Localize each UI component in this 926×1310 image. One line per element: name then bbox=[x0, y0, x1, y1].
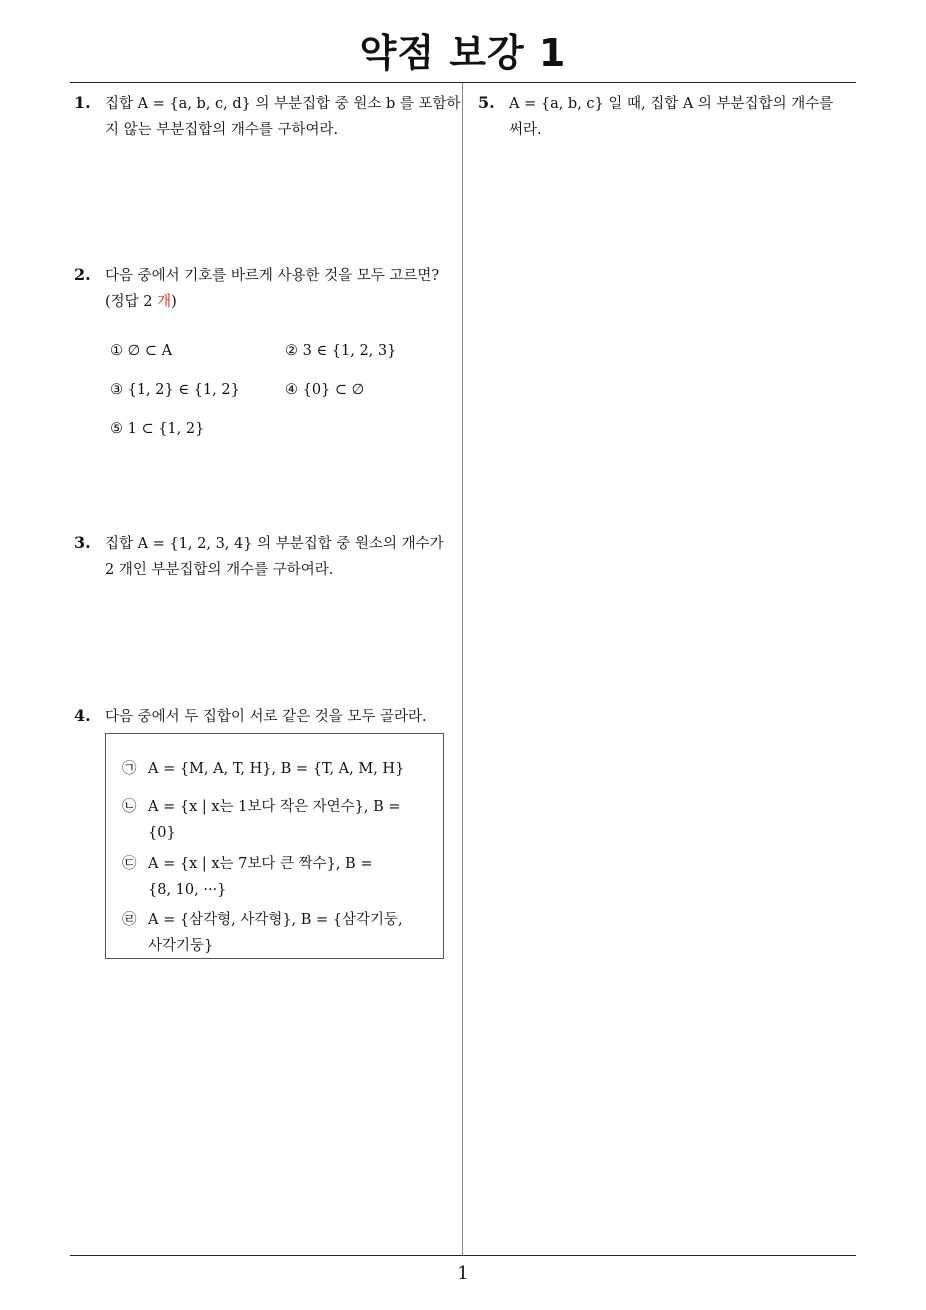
option-text-continued: {0} bbox=[148, 825, 176, 841]
question-2-choice-4: ④ {0} ⊂ ∅ bbox=[285, 382, 365, 398]
question-2-answer-suffix: ) bbox=[171, 294, 177, 310]
page-number: 1 bbox=[457, 1263, 469, 1284]
page-title: 약점 보강 1 bbox=[359, 31, 567, 75]
top-rule bbox=[70, 82, 856, 83]
question-2-choice-3: ③ {1, 2} ∈ {1, 2} bbox=[110, 382, 240, 398]
option-text: A = {x | x는 7보다 큰 짝수}, B = bbox=[148, 856, 373, 872]
question-4-number: 4. bbox=[74, 706, 91, 725]
option-text: A = {삼각형, 사각형}, B = {삼각기둥, bbox=[148, 912, 403, 928]
question-3-number: 3. bbox=[74, 533, 91, 552]
option-text: A = {M, A, T, H}, B = {T, A, M, H} bbox=[148, 761, 405, 777]
question-2-line-1: 다음 중에서 기호를 바르게 사용한 것을 모두 고르면? bbox=[105, 268, 440, 284]
option-marker: ㉣ bbox=[122, 912, 137, 928]
question-5-line-1: A = {a, b, c} 일 때, 집합 A 의 부분집합의 개수를 bbox=[509, 96, 834, 112]
question-3-line-2: 2 개인 부분집합의 개수를 구하여라. bbox=[105, 562, 334, 578]
question-5-number: 5. bbox=[478, 93, 495, 112]
option-text-continued: {8, 10, ···} bbox=[148, 882, 227, 898]
question-1-number: 1. bbox=[74, 93, 91, 112]
option-text-continued: 사각기둥} bbox=[148, 938, 214, 954]
question-4-line-1: 다음 중에서 두 집합이 서로 같은 것을 모두 골라라. bbox=[105, 709, 427, 725]
question-5-line-2: 써라. bbox=[509, 122, 542, 138]
question-2-choice-2: ② 3 ∈ {1, 2, 3} bbox=[285, 343, 397, 359]
question-1-line-2: 지 않는 부분집합의 개수를 구하여라. bbox=[105, 122, 339, 138]
question-3-line-1: 집합 A = {1, 2, 3, 4} 의 부분집합 중 원소의 개수가 bbox=[105, 536, 444, 552]
question-2-answer-prefix: (정답 2 bbox=[105, 294, 158, 310]
option-marker: ㉡ bbox=[122, 799, 137, 815]
option-marker: ㉢ bbox=[122, 856, 137, 872]
question-4-options-box bbox=[105, 733, 444, 959]
question-2-choice-1: ① ∅ ⊂ A bbox=[110, 343, 173, 359]
column-divider bbox=[462, 83, 463, 1255]
question-1-line-1: 집합 A = {a, b, c, d} 의 부분집합 중 원소 b 를 포함하 bbox=[105, 96, 461, 112]
question-2-number: 2. bbox=[74, 265, 91, 284]
question-2-answer-unit: 개 bbox=[157, 294, 172, 310]
bottom-rule bbox=[70, 1255, 856, 1256]
question-2-choice-5: ⑤ 1 ⊂ {1, 2} bbox=[110, 421, 205, 437]
option-marker: ㉠ bbox=[122, 761, 137, 777]
question-2-line-2 bbox=[105, 289, 177, 315]
option-text: A = {x | x는 1보다 작은 자연수}, B = bbox=[148, 799, 401, 815]
